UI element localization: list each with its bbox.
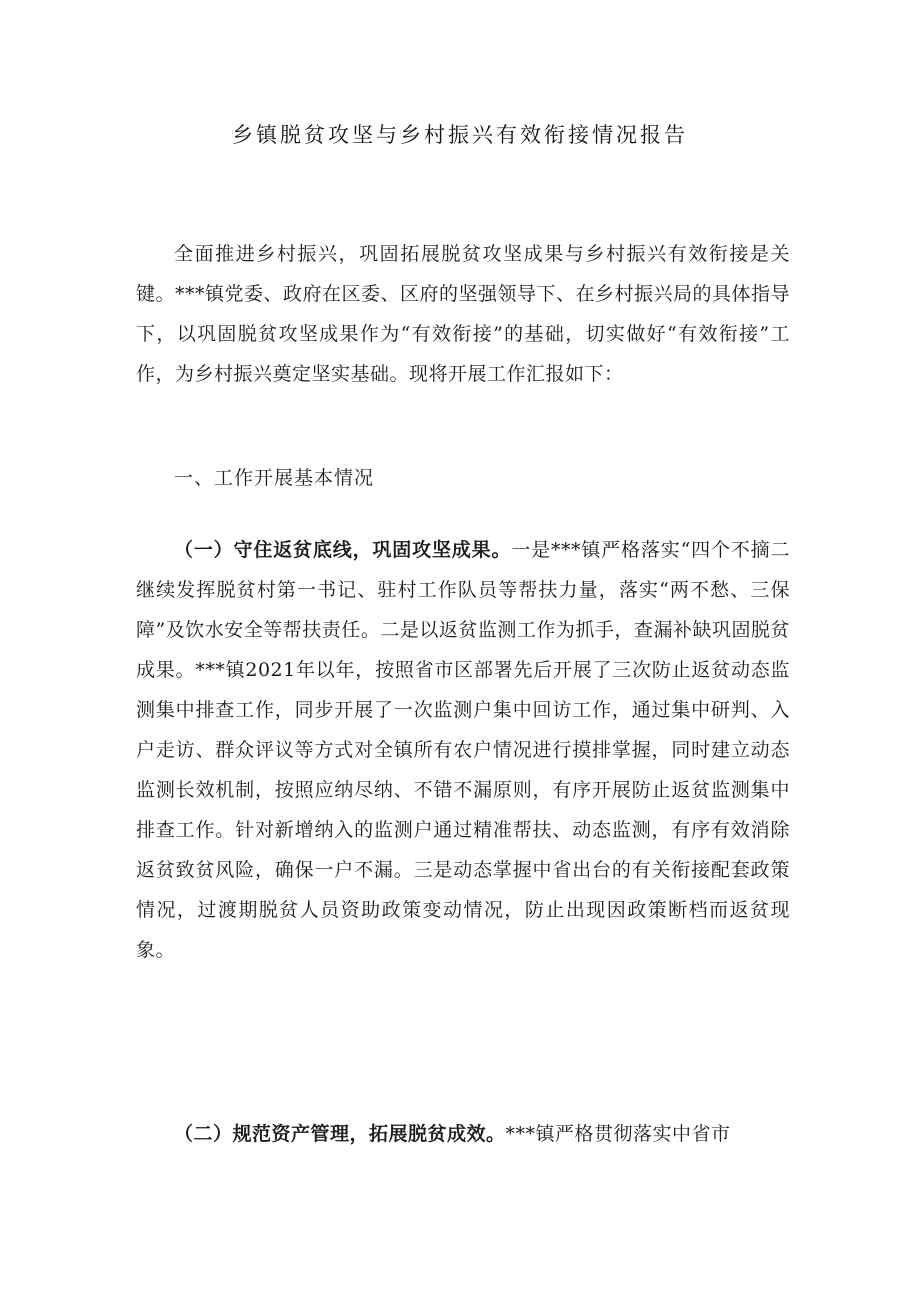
subsection-2-body: ***镇严格贯彻落实中省市 <box>505 1123 731 1145</box>
subsection-1-body: 一是***镇严格落实“四个不摘二继续发挥脱贫村第一书记、驻村工作队员等帮扶力量，落实“两不愁、三保障”及饮水安全等帮扶责任。二是以返贫监测工作为抓手，查漏补缺巩固脱贫成果。***镇2021年以年，按照省市区部署先后开展了三次防止返贫动态监测集中排查工作，同步开展了一次监测户集中回访工作，通过集中研判、入户走访、群众评议等方式对全镇所有农户情况进行摸排掌握，同时建立动态监测长效机制，按照应纳尽纳、不错不漏原则，有序开展防止返贫监测集中排查工作。针对新增纳入的监测户通过精准帮扶、动态监测，有序有效消除返贫致贫风险，确保一户不漏。三是动态掌握中省出台的有关衔接配套政策情况，过渡期脱贫人员资助政策变动情况，防止出现因政策断档而返贫现象。 <box>136 539 790 961</box>
intro-paragraph: 全面推进乡村振兴，巩固拓展脱贫攻坚成果与乡村振兴有效衔接是关键。***镇党委、政府在区委、区府的坚强领导下、在乡村振兴局的具体指导下，以巩固脱贫攻坚成果作为“有效衔接”的基础，切实做好“有效衔接”工作，为乡村振兴奠定坚实基础。现将开展工作汇报如下： <box>136 243 791 385</box>
subsection-2-heading: （二）规范资产管理，拓展脱贫成效。 <box>174 1123 506 1145</box>
section-heading-block <box>136 458 790 498</box>
subsection-2-block <box>136 1114 790 1154</box>
subsection-1-heading: （一）守住返贫底线，巩固攻坚成果。 <box>174 539 512 561</box>
document-title: 乡镇脱贫攻坚与乡村振兴有效衔接情况报告 <box>232 123 688 147</box>
intro-paragraph-block <box>136 234 790 394</box>
section-heading: 一、工作开展基本情况 <box>174 467 375 489</box>
subsection-2-paragraph <box>136 1114 790 1154</box>
subsection-1-paragraph <box>136 530 790 970</box>
subsection-1-block <box>136 530 790 970</box>
